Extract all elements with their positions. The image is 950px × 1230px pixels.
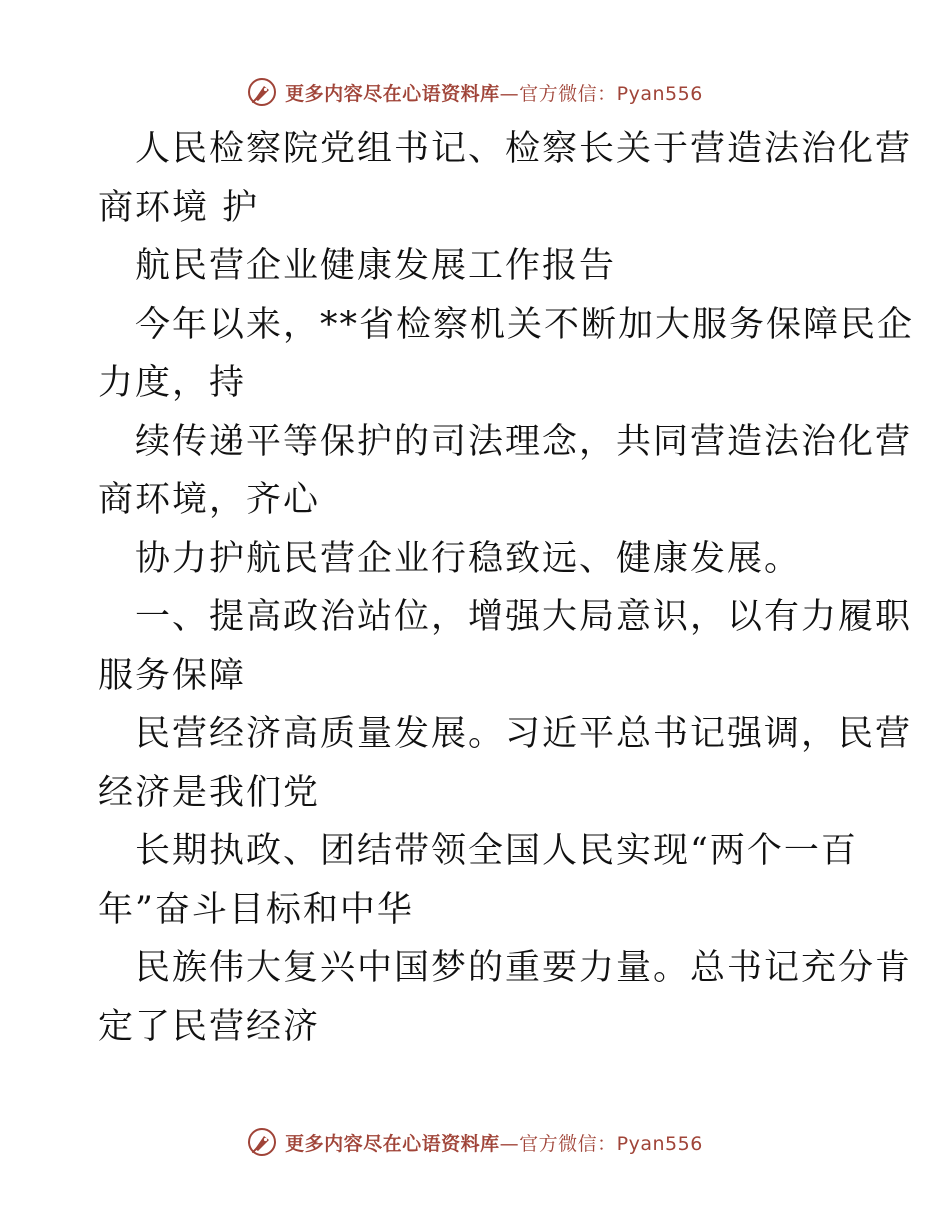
document-body	[98, 120, 915, 1056]
text-line: 人民检察院党组书记、检察长关于营造法治化营	[135, 129, 913, 169]
footer-watermark	[0, 1122, 950, 1162]
text-line: 协力护航民营企业行稳致远、健康发展。	[135, 538, 802, 579]
watermark-text: 更多内容尽在心语资料库—官方微信：Pyan556	[285, 1132, 703, 1155]
text-line: 经济是我们党	[98, 772, 321, 813]
text-line: 商环境 护	[98, 187, 260, 228]
text-line: 今年以来，**省检察机关不断加大服务保障民企	[135, 304, 915, 345]
text-line: 航民营企业健康发展工作报告	[135, 246, 617, 286]
text-line: 年”奋斗目标和中华	[98, 889, 414, 930]
text-line: 力度，持	[98, 363, 247, 403]
text-line: 民营经济高质量发展。习近平总书记强调，民营	[135, 714, 913, 754]
pen-nib-logo-icon	[247, 77, 277, 107]
header-watermark	[0, 72, 950, 112]
text-line: 长期执政、团结带领全国人民实现“两个一百	[135, 831, 858, 871]
text-line: 续传递平等保护的司法理念，共同营造法治化营	[135, 421, 913, 462]
watermark-text: 更多内容尽在心语资料库—官方微信：Pyan556	[285, 82, 703, 105]
text-line: 服务保障	[98, 655, 247, 696]
pen-nib-logo-icon	[247, 1127, 277, 1157]
text-line: 商环境，齐心	[98, 480, 321, 520]
text-line: 民族伟大复兴中国梦的重要力量。总书记充分肯	[135, 948, 913, 988]
text-line: 一、提高政治站位，增强大局意识，以有力履职	[135, 597, 913, 637]
text-line: 定了民营经济	[98, 1006, 321, 1047]
